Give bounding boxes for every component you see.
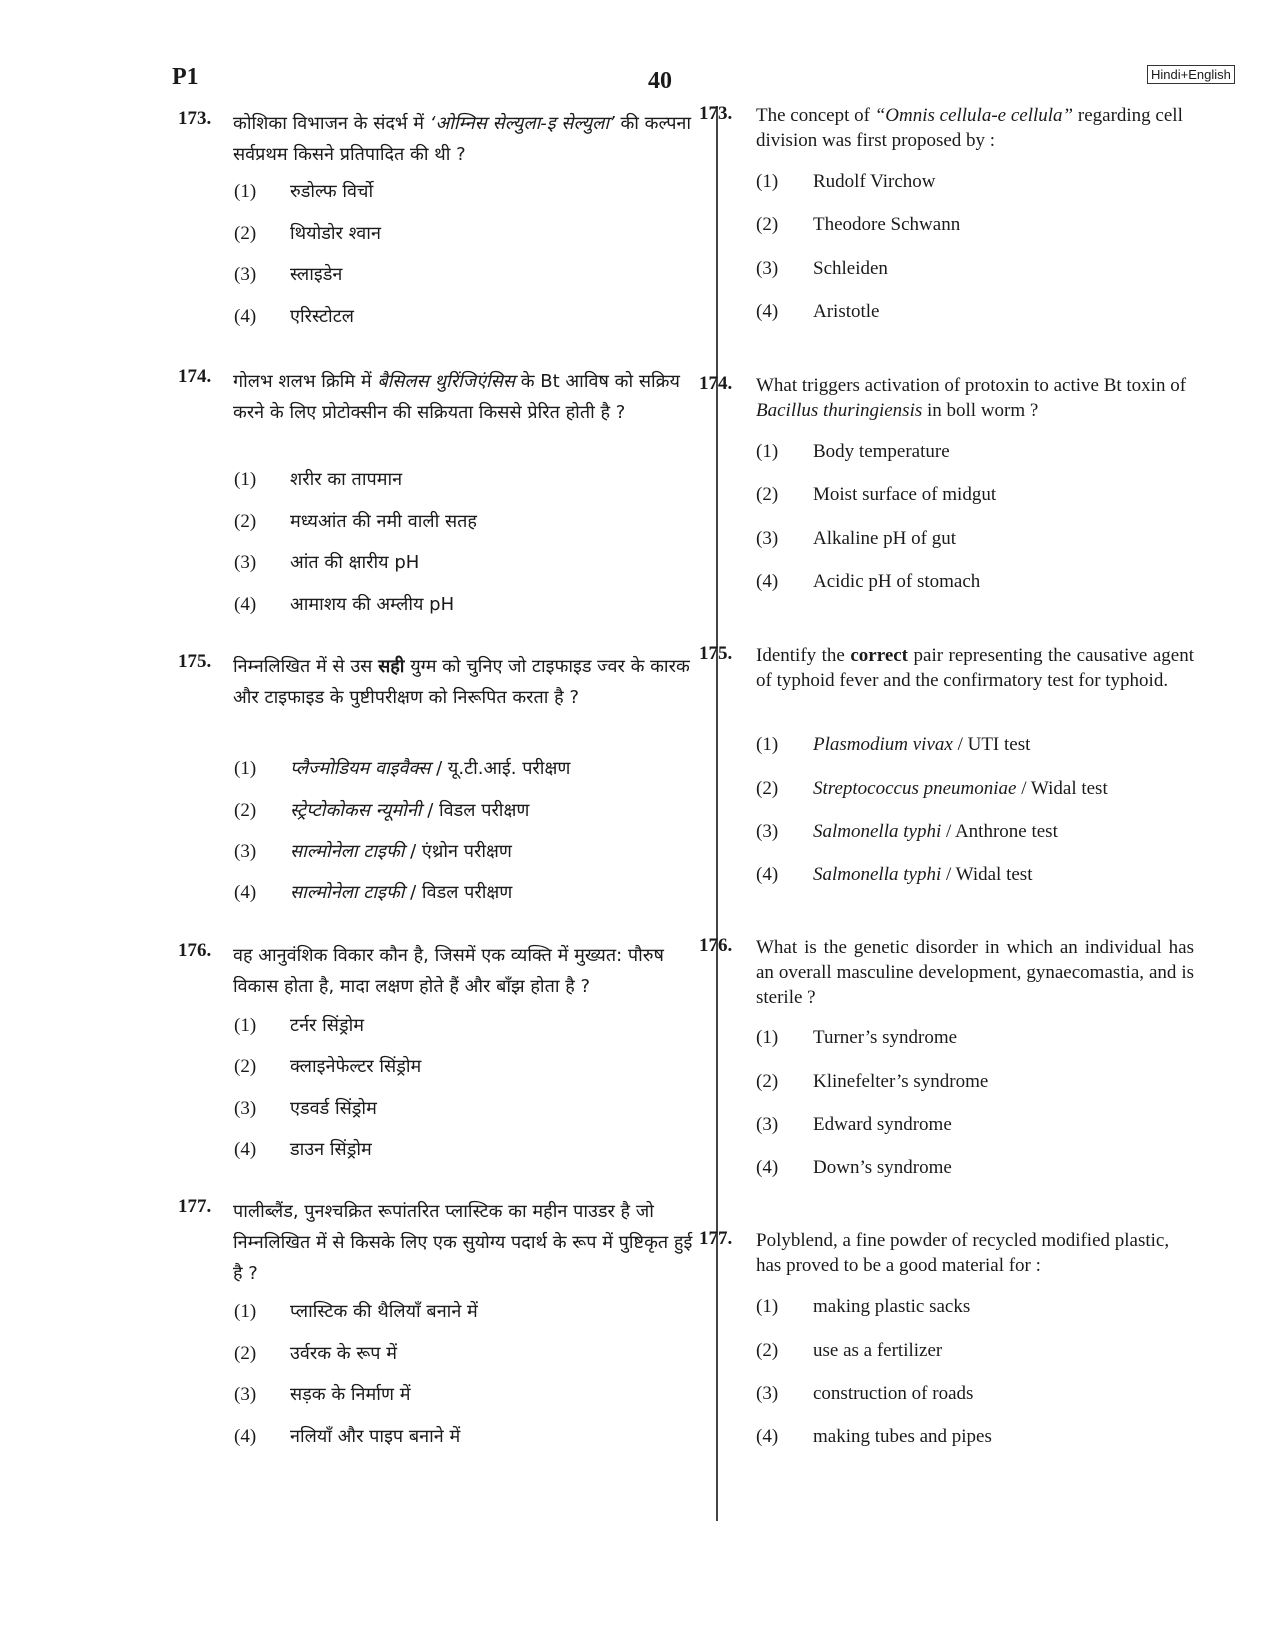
option-text: construction of roads (813, 1383, 974, 1404)
option-label: (4) (756, 1157, 779, 1178)
text-segment: / विडल परीक्षण (421, 800, 530, 821)
text-segment: The concept of (756, 105, 875, 126)
italic-term: Plasmodium vivax (813, 734, 953, 755)
text-segment: युग्म को चुनिए जो टाइफाइड ज्वर के कारक और टाइफाइड के पुष्टीपरीक्षण को निरूपित करता है ? (233, 656, 690, 708)
option-label: (2) (756, 214, 779, 235)
option-text: शरीर का तापमान (290, 469, 403, 490)
option-label: (1) (756, 734, 779, 755)
text-segment: के Bt आविष को सक्रिय करने के लिए प्रोटोक्सीन की सक्रियता किससे प्रेरित होती है ? (233, 371, 680, 423)
text-segment: in boll worm ? (922, 400, 1039, 421)
text-segment: निम्नलिखित में से उस (233, 656, 379, 677)
option-label: (1) (756, 1027, 779, 1048)
column-divider (716, 106, 718, 1521)
option-text: Alkaline pH of gut (813, 528, 957, 549)
option-text: एडवर्ड सिंड्रोम (290, 1098, 377, 1119)
option-label: (3) (234, 552, 257, 573)
option-text: क्लाइनेफेल्टर सिंड्रोम (290, 1056, 422, 1077)
question-number: 173. (699, 103, 733, 124)
option-label: (2) (234, 1343, 257, 1364)
option-label: (2) (234, 511, 257, 532)
question-text (233, 366, 695, 428)
option-text: Rudolf Virchow (813, 171, 936, 192)
text-segment: वह आनुवंशिक विकार कौन है, जिसमें एक व्यक्ति में मुख्यत: पौरुष विकास होता है, मादा लक्षण होते हैं और बाँझ होता है ? (233, 945, 664, 997)
option-text: सड़क के निर्माण में (290, 1384, 411, 1405)
option-label: (3) (756, 258, 779, 279)
option-text: डाउन सिंड्रोम (290, 1139, 372, 1160)
option-label: (3) (756, 1383, 779, 1404)
italic-term: Streptococcus pneumoniae (813, 778, 1017, 799)
option-label: (4) (234, 594, 257, 615)
italic-term: साल्मोनेला टाइफी (290, 882, 405, 903)
option-label: (2) (756, 1340, 779, 1361)
text-segment: What is the genetic disorder in which an individual has an overall masculine development, gynaecomastia, and is sterile ? (756, 937, 1194, 1008)
option-text: Moist surface of midgut (813, 484, 997, 505)
option-label: (3) (756, 528, 779, 549)
italic-term: Salmonella typhi (813, 821, 942, 842)
text-segment: regarding cell division was first proposed by : (756, 105, 1183, 151)
page-number: 40 (648, 68, 672, 94)
option-label: (4) (234, 1139, 257, 1160)
italic-term: बैसिलस थुरिंजिएंसिस (377, 371, 516, 392)
option-text: Schleiden (813, 258, 888, 279)
option-text: प्लास्टिक की थैलियाँ बनाने में (290, 1301, 478, 1322)
italic-term: Bacillus thuringiensis (756, 400, 923, 421)
question-number: 173. (178, 108, 212, 129)
option-label: (3) (234, 264, 257, 285)
option-text: Aristotle (813, 301, 880, 322)
option-text: उर्वरक के रूप में (290, 1343, 398, 1364)
option-label: (3) (756, 821, 779, 842)
option-label: (2) (234, 223, 257, 244)
question-number: 177. (178, 1196, 212, 1217)
italic-term: “Omnis cellula-e cellula” (874, 105, 1074, 126)
question-text (233, 651, 695, 713)
option-text: नलियाँ और पाइप बनाने में (290, 1426, 461, 1447)
option-label: (3) (234, 1098, 257, 1119)
option-text (813, 820, 1058, 844)
option-label: (3) (756, 1114, 779, 1135)
question-text (756, 373, 1194, 423)
question-text (756, 1228, 1194, 1278)
question-number: 175. (699, 643, 733, 664)
text-segment: What triggers activation of protoxin to active Bt toxin of (756, 375, 1187, 396)
option-text: Acidic pH of stomach (813, 571, 981, 592)
option-text (813, 777, 1108, 801)
option-text (290, 840, 512, 864)
option-text: making tubes and pipes (813, 1426, 992, 1447)
option-label: (4) (756, 301, 779, 322)
option-label: (2) (234, 800, 257, 821)
option-label: (2) (756, 778, 779, 799)
option-text: आमाशय की अम्लीय pH (290, 594, 455, 615)
question-number: 174. (699, 373, 733, 394)
question-number: 175. (178, 651, 212, 672)
text-segment: की कल्पना सर्वप्रथम किसने प्रतिपादित की थी ? (233, 113, 692, 165)
option-label: (1) (756, 1296, 779, 1317)
option-label: (4) (234, 882, 257, 903)
text-segment: / विडल परीक्षण (404, 882, 513, 903)
question-number: 176. (178, 940, 212, 961)
text-segment: Polyblend, a fine powder of recycled modified plastic, has proved to be a good material for : (756, 1230, 1170, 1276)
question-text (756, 643, 1194, 693)
option-label: (1) (234, 758, 257, 779)
option-text: एरिस्टोटल (290, 306, 354, 327)
italic-term: ‘ओम्निस सेल्युला-इ सेल्युला’ (429, 113, 615, 134)
option-text: स्लाइडेन (290, 264, 343, 285)
option-label: (2) (756, 484, 779, 505)
option-text: Theodore Schwann (813, 214, 961, 235)
text-segment: pair representing the causative agent of typhoid fever and the confirmatory test for typhoid. (756, 645, 1194, 691)
text-segment: / Anthrone test (941, 821, 1058, 842)
question-text (233, 940, 695, 1002)
option-label: (4) (756, 864, 779, 885)
option-label: (3) (234, 841, 257, 862)
option-text: making plastic sacks (813, 1296, 971, 1317)
text-segment: पालीब्लैंड, पुनश्चक्रित रूपांतरित प्लास्टिक का महीन पाउडर है जो निम्नलिखित में से किसके लिए एक सुयोग्य पदार्थ के रूप में पुष्टिकृत हुई है ? (233, 1201, 693, 1284)
option-label: (4) (756, 1426, 779, 1447)
option-text: रुडोल्फ विर्चो (290, 181, 374, 202)
option-text: थियोडोर श्वान (290, 223, 381, 244)
option-text: मध्यआंत की नमी वाली सतह (290, 511, 477, 532)
text-segment: / UTI test (952, 734, 1031, 755)
option-label: (2) (234, 1056, 257, 1077)
text-segment: गोलभ शलभ क्रिमि में (233, 371, 378, 392)
option-text (290, 799, 529, 823)
text-segment: / एंथ्रोन परीक्षण (404, 841, 512, 862)
text-segment: / Widal test (941, 864, 1033, 885)
option-text: आंत की क्षारीय pH (290, 552, 420, 573)
text-segment: / Widal test (1016, 778, 1108, 799)
option-label: (1) (756, 171, 779, 192)
option-text: Klinefelter’s syndrome (813, 1071, 989, 1092)
italic-term: प्लैज्मोडियम वाइवैक्स (290, 758, 431, 779)
italic-term: साल्मोनेला टाइफी (290, 841, 405, 862)
question-text (233, 108, 695, 170)
option-label: (4) (756, 571, 779, 592)
option-label: (1) (756, 441, 779, 462)
option-label: (3) (234, 1384, 257, 1405)
option-text: टर्नर सिंड्रोम (290, 1015, 365, 1036)
text-segment: Identify the (756, 645, 851, 666)
bold-term: correct (850, 645, 909, 666)
question-text (756, 103, 1194, 153)
text-segment: / यू.टी.आई. परीक्षण (430, 758, 571, 779)
option-text: Edward syndrome (813, 1114, 952, 1135)
option-text (290, 757, 570, 781)
page-code: P1 (172, 64, 199, 90)
option-label: (1) (234, 1015, 257, 1036)
option-label: (1) (234, 1301, 257, 1322)
question-number: 174. (178, 366, 212, 387)
option-text: Down’s syndrome (813, 1157, 952, 1178)
option-label: (1) (234, 181, 257, 202)
text-segment: कोशिका विभाजन के संदर्भ में (233, 113, 430, 134)
italic-term: स्ट्रेप्टोकोकस न्यूमोनी (290, 800, 422, 821)
option-text (813, 863, 1032, 887)
option-label: (1) (234, 469, 257, 490)
question-text (756, 935, 1194, 1010)
option-text: Turner’s syndrome (813, 1027, 958, 1048)
italic-term: Salmonella typhi (813, 864, 942, 885)
option-text: Body temperature (813, 441, 950, 462)
option-label: (2) (756, 1071, 779, 1092)
option-text (290, 881, 512, 905)
question-number: 177. (699, 1228, 733, 1249)
language-tag: Hindi+English (1147, 65, 1235, 84)
option-text: use as a fertilizer (813, 1340, 943, 1361)
option-label: (4) (234, 1426, 257, 1447)
option-label: (4) (234, 306, 257, 327)
question-text (233, 1196, 695, 1289)
option-text (813, 733, 1030, 757)
bold-term: सही (378, 656, 405, 677)
question-number: 176. (699, 935, 733, 956)
